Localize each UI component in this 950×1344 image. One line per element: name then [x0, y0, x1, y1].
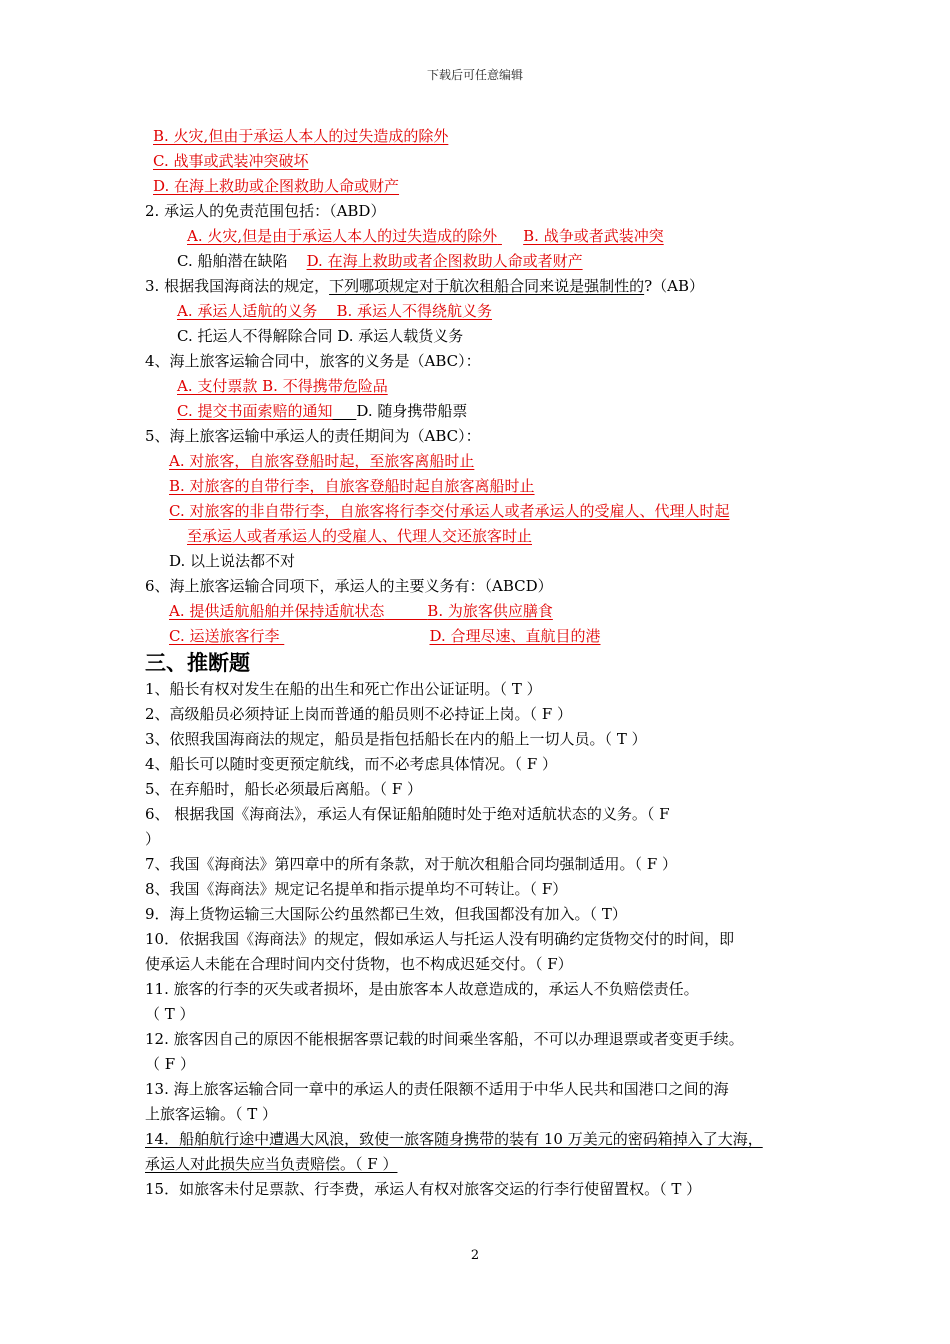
q3-stem	[145, 274, 825, 299]
tf-item-14: 14．船舶航行途中遭遇大风浪，致使一旅客随身携带的装有 10 万美元的密码箱掉入了大海，	[145, 1130, 763, 1148]
q3-stem-a: 3. 根据我国海商法的规定，	[145, 277, 330, 295]
tf-item-12: 12. 旅客因自己的原因不能根据客票记载的时间乘坐客船，不可以办理退票或者变更手续。	[145, 1030, 744, 1048]
q5-option-c-1: C. 对旅客的非自带行李，自旅客将行李交付承运人或者承运人的受雇人、代理人时起	[169, 502, 730, 520]
q3-stem-c: ?（AB）	[644, 277, 705, 295]
q5-option-b-line	[145, 474, 825, 499]
tf-item-8: 8、我国《海商法》规定记名提单和指示提单均不可转让。（ F）	[145, 880, 568, 898]
q6-stem: 6、海上旅客运输合同项下，承运人的主要义务有：（ABCD）	[145, 577, 553, 595]
q5-option-c-line2	[145, 524, 825, 549]
q3-option-b: B. 承运人不得绕航义务	[336, 302, 493, 320]
q2-gap	[497, 224, 523, 249]
q6-gap-1	[384, 602, 427, 620]
q3-options-ab	[145, 299, 825, 324]
q3-gap	[317, 302, 336, 320]
q6-options-ab	[145, 599, 825, 624]
tf-item-4: 4、船长可以随时变更预定航线，而不必考虑具体情况。（ F ）	[145, 755, 557, 773]
tf-item-2: 2、高级船员必须持证上岗而普通的船员则不必持证上岗。（ F ）	[145, 705, 572, 723]
q5-stem: 5、海上旅客运输中承运人的责任期间为（ABC）：	[145, 427, 481, 445]
q2-option-d: D. 在海上救助或者企图救助人命或者财产	[306, 252, 583, 270]
tf-item-5: 5、在弃船时，船长必须最后离船。（ F ）	[145, 780, 422, 798]
q6-gap-2	[279, 624, 429, 649]
tf-item-14-cont-text: 承运人对此损失应当负责赔偿。（ F ）	[145, 1155, 398, 1173]
q5-option-a: A. 对旅客，自旅客登船时起，至旅客离船时止	[169, 452, 475, 470]
tf-item-6: 6、 根据我国《海商法》，承运人有保证船舶随时处于绝对适航状态的义务。（ F	[145, 805, 670, 823]
q5-option-b: B. 对旅客的自带行李，自旅客登船时起自旅客离船时止	[169, 477, 535, 495]
q3-options-cd: C. 托运人不得解除合同 D. 承运人载货义务	[177, 327, 464, 345]
q3-option-a: A. 承运人适航的义务	[177, 302, 318, 320]
q5-option-d: D. 以上说法都不对	[169, 552, 296, 570]
tf-item-12-cont: （ F ）	[145, 1055, 195, 1073]
q5-option-c-line1	[145, 499, 825, 524]
q2-option-b: B. 战争或者武装冲突	[523, 227, 664, 245]
document-body	[145, 124, 825, 1202]
q6-option-c: C. 运送旅客行李	[169, 627, 280, 645]
section-title: 三、推断题	[145, 651, 250, 675]
q4-gap	[332, 402, 356, 420]
q6-options-cd	[145, 624, 825, 649]
tf-item-7: 7、我国《海商法》第四章中的所有条款，对于航次租船合同均强制适用。（ F ）	[145, 855, 677, 873]
tf-item-1: 1、船长有权对发生在船的出生和死亡作出公证证明。（ T ）	[145, 680, 542, 698]
q4-option-c: C. 提交书面索赔的通知	[177, 402, 333, 420]
tf-item-6-cont: ）	[145, 830, 161, 848]
q1-option-b: B. 火灾,但由于承运人本人的过失造成的除外	[153, 127, 449, 145]
q2-option-c: C. 船舶潜在缺陷	[177, 252, 288, 270]
tf-item-10: 10．依据我国《海商法》的规定，假如承运人与托运人没有明确约定货物交付的时间，即	[145, 930, 735, 948]
tf-item-15: 15．如旅客未付足票款、行李费，承运人有权对旅客交运的行李行使留置权。（ T ）	[145, 1180, 702, 1198]
tf-item-11-cont: （ T ）	[145, 1005, 195, 1023]
q5-option-c-2: 至承运人或者承运人的受雇人、代理人交还旅客时止	[187, 527, 533, 545]
q2-option-a: A. 火灾,但是由于承运人本人的过失造成的除外	[187, 227, 498, 245]
tf-item-14-cont	[145, 1152, 825, 1177]
tf-item-9: 9．海上货物运输三大国际公约虽然都已生效，但我国都没有加入。（ T）	[145, 905, 627, 923]
q4-options-cd	[145, 399, 825, 424]
tf-item-13: 13. 海上旅客运输合同一章中的承运人的责任限额不适用于中华人民共和国港口之间的海	[145, 1080, 729, 1098]
page-number: 2	[470, 1248, 480, 1263]
q3-stem-b: 下列哪项规定对于航次租船合同来说是强制性的	[329, 277, 645, 295]
q4-stem: 4、海上旅客运输合同中，旅客的义务是（ABC）：	[145, 352, 481, 370]
q4-options-ab: A. 支付票款 B. 不得携带危险品	[177, 377, 388, 395]
q6-option-a: A. 提供适航船舶并保持适航状态	[169, 602, 385, 620]
tf-item-11: 11. 旅客的行李的灭失或者损坏，是由旅客本人故意造成的，承运人不负赔偿责任。	[145, 980, 699, 998]
q6-option-d: D. 合理尽速、直航目的港	[429, 627, 601, 645]
tf-item-3: 3、依照我国海商法的规定，船员是指包括船长在内的船上一切人员。（ T ）	[145, 730, 647, 748]
q2-options-cd	[145, 249, 825, 274]
tf-item-10-cont: 使承运人未能在合理时间内交付货物，也不构成迟延交付。（ F）	[145, 955, 573, 973]
q6-option-b: B. 为旅客供应膳食	[427, 602, 553, 620]
q2-options-ab	[145, 224, 825, 249]
tf-item-13-cont: 上旅客运输。（ T ）	[145, 1105, 278, 1123]
q5-option-a-line	[145, 449, 825, 474]
page-header: 下载后可任意编辑	[426, 68, 523, 82]
q2-stem: 2. 承运人的免责范围包括：（ABD）	[145, 202, 386, 220]
q1-option-d: D. 在海上救助或企图救助人命或财产	[153, 177, 400, 195]
q1-option-c: C. 战事或武装冲突破坏	[153, 152, 309, 170]
q4-option-d: D. 随身携带船票	[356, 402, 468, 420]
